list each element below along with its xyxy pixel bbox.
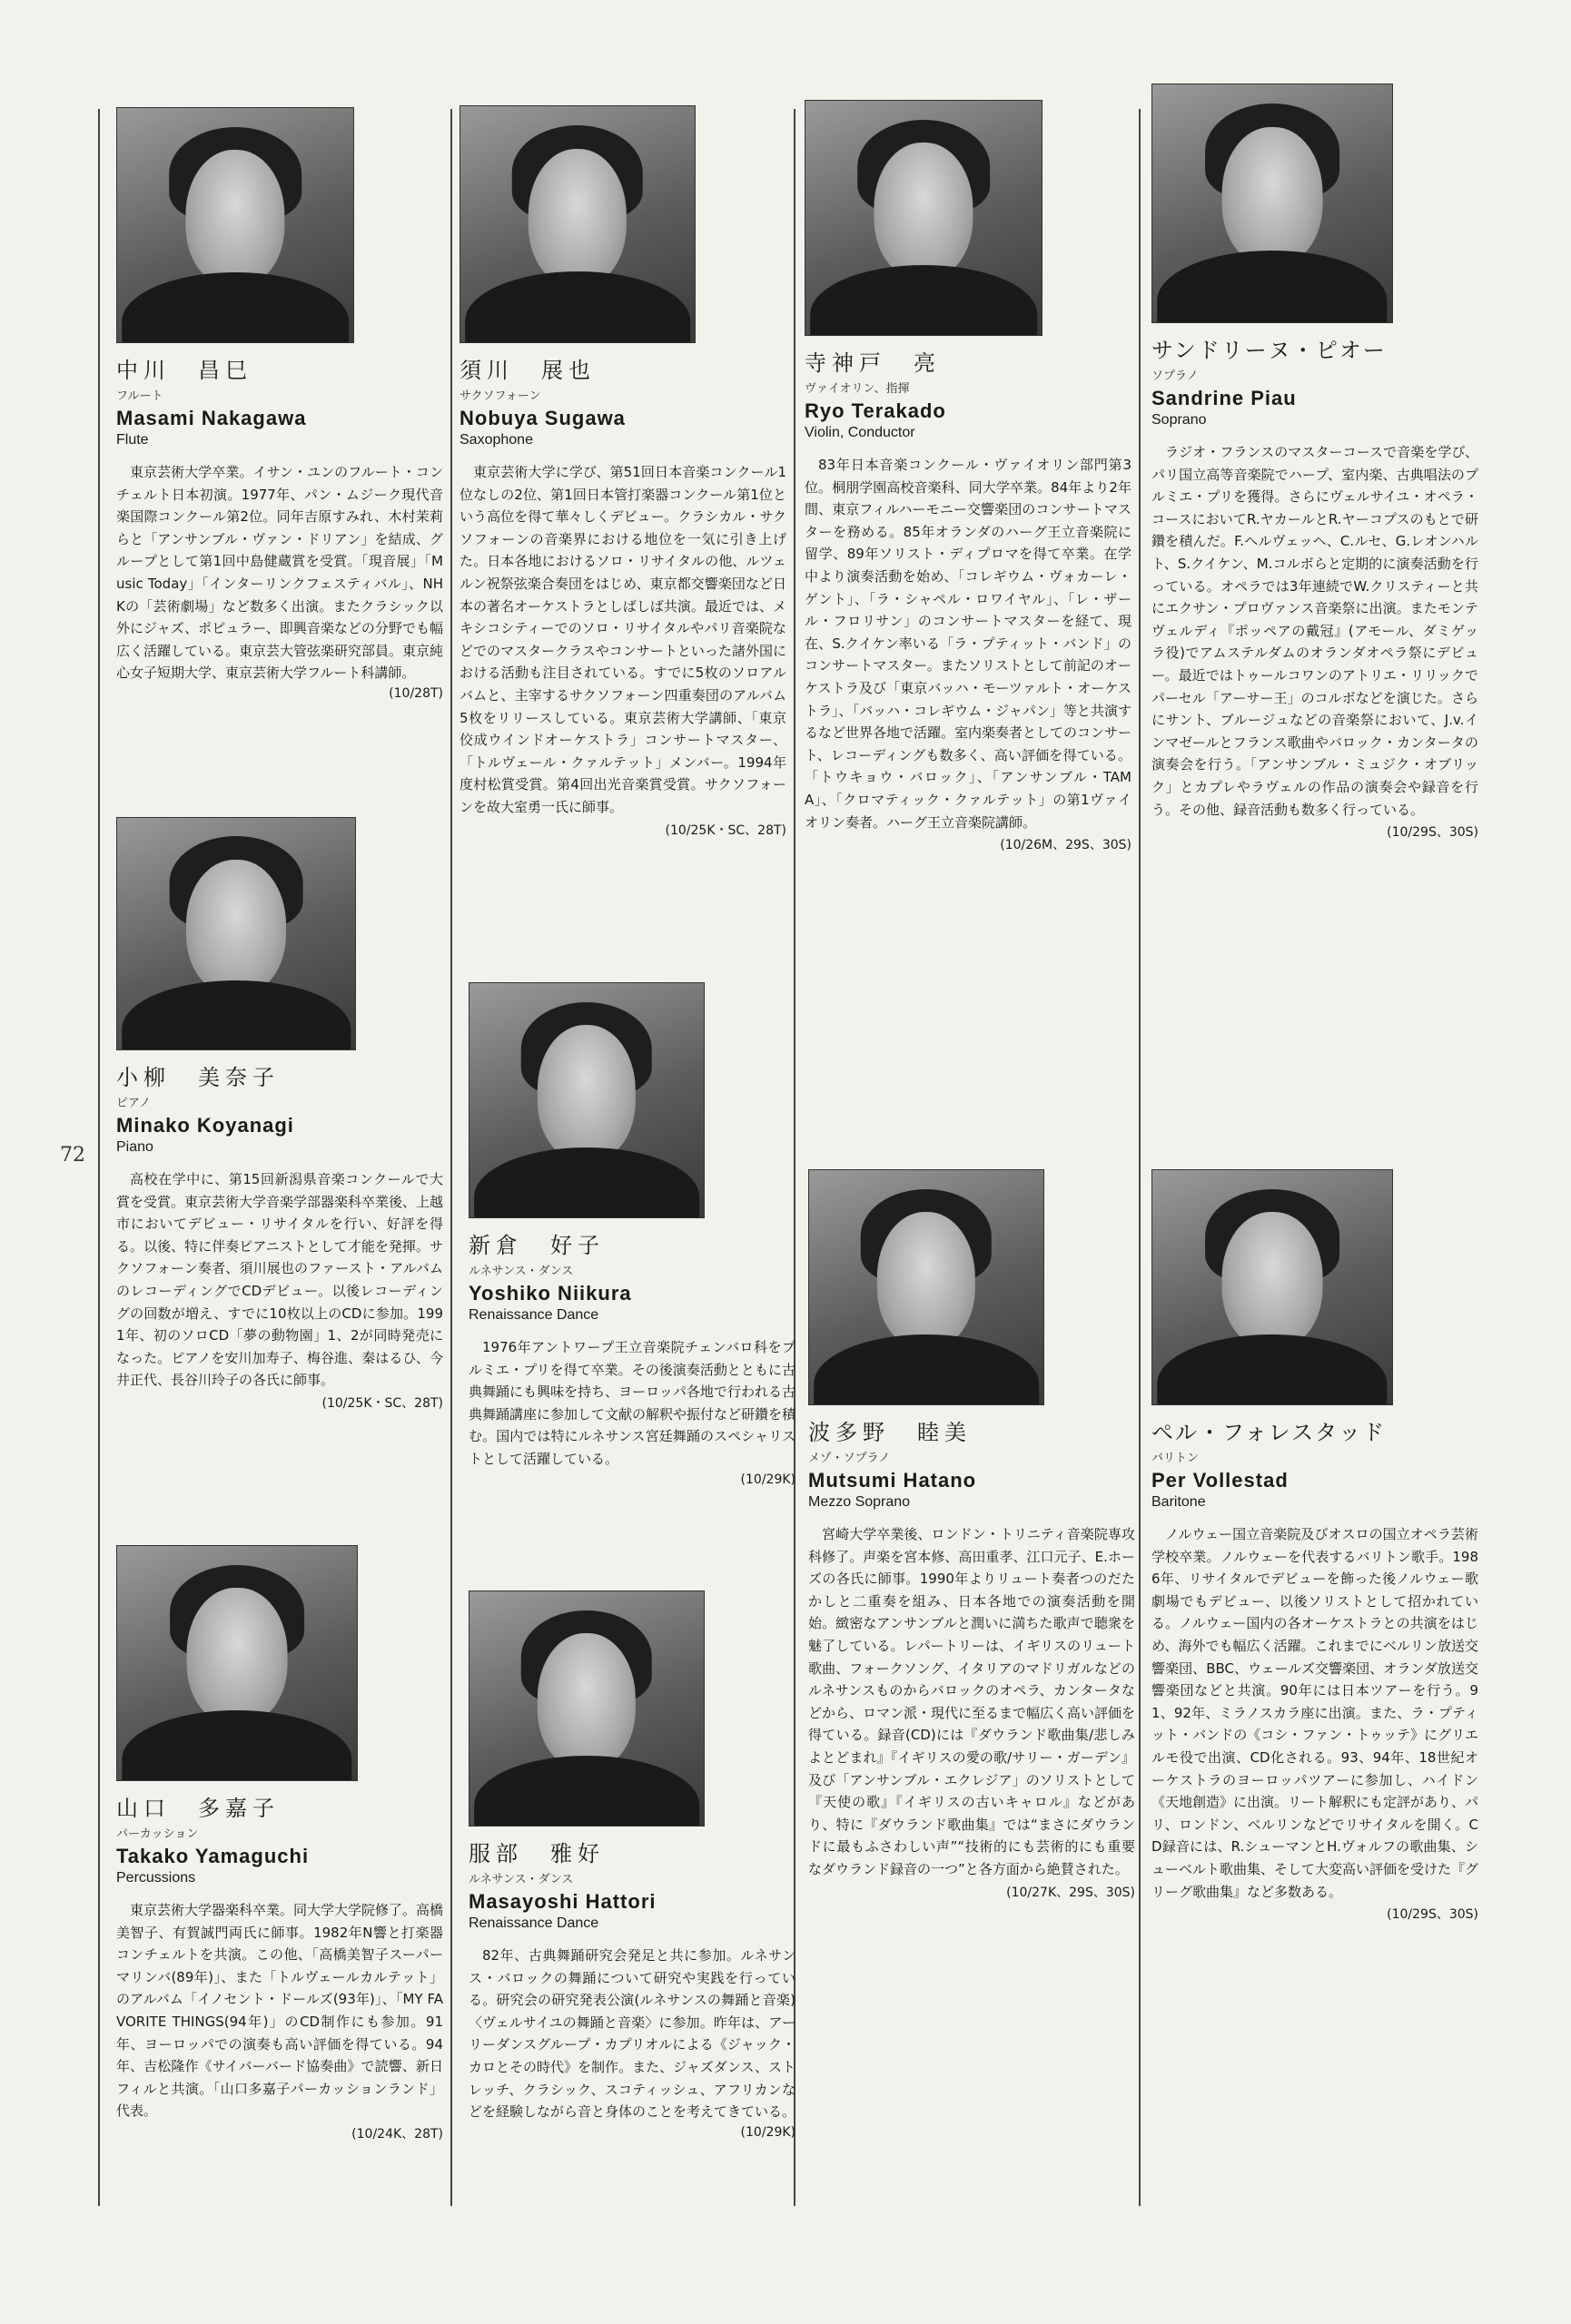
artist-name-en: Nobuya Sugawa	[459, 407, 626, 429]
artist-yamaguchi	[116, 1545, 443, 2142]
artist-name-en: Mutsumi Hatano	[808, 1469, 977, 1492]
performance-dates: (10/28T)	[389, 685, 443, 701]
artist-role-en: Violin, Conductor	[805, 425, 915, 440]
column-divider	[1139, 109, 1141, 2206]
artist-vollestad	[1151, 1169, 1478, 1923]
column-divider	[450, 109, 452, 2206]
artist-role-en: Flute	[116, 432, 149, 448]
performance-dates: (10/29S、30S)	[1387, 1907, 1478, 1923]
artist-photo	[1151, 84, 1393, 323]
artist-role-jp: ソプラノ	[1151, 369, 1199, 383]
artist-sugawa	[459, 105, 786, 839]
artist-photo	[469, 1590, 705, 1827]
artist-photo	[808, 1169, 1044, 1405]
artist-role-jp: ルネサンス・ダンス	[469, 1873, 574, 1886]
artist-photo	[116, 1545, 358, 1781]
performance-dates: (10/24K、28T)	[351, 2126, 443, 2142]
artist-role-jp: ヴァイオリン、指揮	[805, 382, 910, 396]
artist-photo	[116, 107, 354, 343]
artist-role-en: Baritone	[1151, 1494, 1206, 1510]
artist-hatano	[808, 1169, 1135, 1901]
artist-name-jp: ペル・フォレスタッド	[1151, 1420, 1387, 1445]
artist-photo	[1151, 1169, 1393, 1405]
artist-role-en: Piano	[116, 1139, 153, 1155]
artist-role-jp: サクソフォーン	[459, 389, 541, 403]
artist-name-jp: サンドリーヌ・ピオー	[1151, 338, 1387, 363]
performance-dates: (10/25K・SC、28T)	[321, 1395, 443, 1411]
artist-name-jp: 須川 展也	[459, 358, 596, 383]
artist-role-en: Saxophone	[459, 432, 533, 448]
artist-photo	[469, 982, 705, 1218]
artist-piau	[1151, 84, 1478, 841]
column-divider	[98, 109, 100, 2206]
artist-role-jp: ルネサンス・ダンス	[469, 1265, 574, 1278]
performance-dates: (10/27K、29S、30S)	[1006, 1885, 1135, 1900]
artist-role-en: Soprano	[1151, 412, 1207, 428]
artist-nakagawa	[116, 107, 443, 701]
artist-name-en: Per Vollestad	[1151, 1469, 1289, 1492]
artist-photo	[116, 817, 356, 1050]
artist-bio: 1976年アントワープ王立音楽院チェンバロ科をプルミエ・プリを得て卒業。その後演奏活動とともに古典舞踊にも興味を持ち、ヨーロッパ各地で行われる古典舞踊講座に参加して文献の解釈や振付など研鑽を積む。国内では特にルネサンス宮廷舞踊のスペシャリストとして活躍している。	[469, 1339, 796, 1467]
artist-hattori	[469, 1590, 795, 2140]
performance-dates: (10/29K)	[740, 2124, 795, 2140]
artist-role-en: Renaissance Dance	[469, 1307, 599, 1323]
performance-dates: (10/29K)	[740, 1472, 795, 1487]
artist-role-jp: ピアノ	[116, 1097, 151, 1110]
artist-photo	[805, 100, 1042, 336]
artist-role-en: Percussions	[116, 1870, 196, 1886]
artist-name-en: Takako Yamaguchi	[116, 1845, 310, 1867]
artist-name-jp: 服部 雅好	[469, 1841, 605, 1866]
artist-bio: ノルウェー国立音楽院及びオスロの国立オペラ芸術学校卒業。ノルウェーを代表するバリトン歌手。1986年、リサイタルでデビューを飾った後ノルウェー歌劇場でもデビュー、以後ソリストとして招かれている。ノルウェー国内の各オーケストラとの共演をはじめ、海外でも幅広く活躍。これまでにベルリン放送交響楽団、BBC、ウェールズ交響楽団、オランダ放送交響楽団などと共演。90年には日本ツアーを行う。91、92年、ミラノスカラ座に出演。また、ラ・プティット・バンドの《コシ・ファン・トゥッテ》にグリエルモ役で出演、CD化される。93、94年、18世紀オーケストラのヨーロッパツアーに参加し、ハイドン《天地創造》に出演。リート解釈にも定評があり、パリ、ロンドン、ベルリンなどでリサイタルを開く。CD録音には、R.シューマンとH.ヴォルフの歌曲集、シューベルト歌曲集、そして大変高い評価を受けた『グリーグ歌曲集』など多数ある。	[1151, 1526, 1479, 1900]
performance-dates: (10/26M、29S、30S)	[1000, 838, 1131, 853]
artist-terakado	[805, 100, 1131, 853]
artist-role-en: Renaissance Dance	[469, 1915, 599, 1931]
artist-name-jp: 波多野 睦美	[808, 1420, 972, 1445]
artist-role-jp: フルート	[116, 389, 163, 403]
artist-photo	[459, 105, 696, 343]
artist-name-en: Masayoshi Hattori	[469, 1890, 657, 1913]
artist-bio: 東京芸術大学に学び、第51回日本音楽コンクール1位なしの2位、第1回日本管打楽器コンクール第1位という高位を得て華々しくデビュー。クラシカル・サクソフォーンの音楽界における地位を一気に引き上げた。日本各地におけるソロ・リサイタルの他、ルツェルン祝祭弦楽合奏団をはじめ、東京都交響楽団など日本の著名オーケストラとしばしば共演。最近では、メキシコシティーでのソロ・リサイタルやパリ音楽院などでのマスタークラスやコンサートといった諸外国における活動も注目されている。すでに5枚のソロアルバムと、主宰するサクソフォーン四重奏団のアルバム5枚をリリースしている。東京芸術大学講師、「東京佼成ウインドオーケストラ」コンサートマスター、「トルヴェール・クァルテット」メンバー。1994年度村松賞受賞。第4回出光音楽賞受賞。サクソフォーンを故大室勇一氏に師事。	[459, 464, 786, 815]
artist-name-en: Ryo Terakado	[805, 399, 946, 422]
artist-name-jp: 寺神戸 亮	[805, 350, 941, 376]
performance-dates: (10/25K・SC、28T)	[665, 822, 786, 838]
artist-bio: 83年日本音楽コンクール・ヴァイオリン部門第3位。桐朋学園高校音楽科、同大学卒業。84年より2年間、東京フィルハーモニー交響楽団のコンサートマスターを務める。85年オランダのハーグ王立音楽院に留学、89年ソリスト・ディプロマを得て卒業。在学中より演奏活動を始め、「コレギウム・ヴォカーレ・ゲント」、「ラ・シャペル・ロワイヤル」、「レ・ザール・フロリサン」のコンサートマスターを経て、現在、S.クイケン率いる「ラ・プティット・バンド」のコンサートマスター。またソリストとして前記のオーケストラ及び「東京バッハ・モーツァルト・オーケストラ」、「バッハ・コレギウム・ジャパン」等と共演するなど世界各地で活躍。室内楽奏者としてのコンサート、レコーディングも数多く、高い評価を得ている。「トウキョウ・バロック」、「アンサンブル・TAMA」、「クロマティック・クァルテット」の第1ヴァイオリン奏者。ハーグ王立音楽院講師。	[805, 457, 1132, 831]
artist-role-jp: バリトン	[1151, 1452, 1200, 1465]
artist-bio: 高校在学中に、第15回新潟県音楽コンクールで大賞を受賞。東京芸術大学音楽学部器楽科卒業後、上越市においてデビュー・リサイタルを行い、好評を得る。以後、特に伴奏ピアニストとして才能を発揮。サクソフォーン奏者、須川展也のファースト・アルバムのレコーディングでCDデビュー。以後レコーディングの回数が増え、すでに10枚以上のCDに参加。1991年、初のソロCD「夢の動物園」1、2が同時発売になった。ピアノを安川加寿子、梅谷進、秦はるひ、今井正代、長谷川玲子の各氏に師事。	[116, 1171, 444, 1389]
artist-name-en: Sandrine Piau	[1151, 387, 1297, 409]
artist-bio: 82年、古典舞踊研究会発足と共に参加。ルネサンス・バロックの舞踊について研究や実践を行っている。研究会の研究発表公演(ルネサンスの舞踊と音楽)〈ヴェルサイユの舞踊と音楽〉に参加。昨年は、アーリーダンスグループ・カプリオルによる《ジャック・カロとその時代》を制作。また、ジャズダンス、ストレッチ、クラシック、スコティッシュ、アフリカンなどを経験しながら音と身体のことを考えてきている。	[469, 1947, 796, 2121]
artist-name-en: Masami Nakagawa	[116, 407, 307, 429]
artist-name-en: Minako Koyanagi	[116, 1114, 294, 1137]
artist-name-en: Yoshiko Niikura	[469, 1282, 632, 1305]
artist-role-jp: メゾ・ソプラノ	[808, 1452, 891, 1465]
performance-dates: (10/29S、30S)	[1387, 825, 1478, 841]
artist-bio: 東京芸術大学器楽科卒業。同大学大学院修了。高橋美智子、有賀誠門両氏に師事。1982年N響と打楽器コンチェルトを共演。この他、「高橋美智子スーパーマリンバ(89年)」、また「トルヴェールカルテット」のアルバム「イノセント・ドールズ(93年)」、「MY FAVORITE THINGS(94年)」のCD制作にも参加。91年、ヨーロッパでの演奏も高い評価を得ている。94年、吉松隆作《サイバーバード協奏曲》で読響、新日フィルと共演。「山口多嘉子パーカッションランド」代表。	[116, 1902, 444, 2120]
artist-bio: ラジオ・フランスのマスターコースで音楽を学び、パリ国立高等音楽院でハープ、室内楽、古典唱法のプルミエ・プリを獲得。さらにヴェルサイユ・オペラ・コースにおいてR.ヤカールとR.ヤーコプスのもとで研鑽を積んだ。F.ヘルヴェッヘ、C.ルセ、G.レオンハルト、S.クイケン、M.コルボらと定期的に演奏活動を行っている。オペラでは3年連続でW.クリスティーと共にエクサン・プロヴァンス音楽祭に出演。またモンテヴェルディ『ポッペアの戴冠』(アモール、ダミゲッラ役)でアムステルダムのオランダオペラ祭にデビュー。最近ではトゥールコワンのアトリエ・リリックでパーセル「アーサー王」のコルボなどを演じた。さらにサント、ブルージュなどの音楽祭において、J.v.インマゼールとフランス歌曲やバロック・カンタータの演奏会を行う。「アンサンブル・ミュジク・オブリック」とカプレやラヴェルの作品の演奏会や録音を行う。その他、録音活動も数多く行っている。	[1151, 444, 1478, 818]
artist-bio: 宮崎大学卒業後、ロンドン・トリニティ音楽院専攻科修了。声楽を宮本修、高田重孝、江口元子、E.ホーズの各氏に師事。1990年よりリュート奏者つのだたかしと二重奏を組み、日本各地での演奏活動を開始。緻密なアンサンブルと潤いに満ちた歌声で聴衆を魅了している。レパートリーは、イギリスのリュート歌曲、フォークソング、イタリアのマドリガルなどのルネサンスものからバロックのオペラ、カンタータなどから、ロマン派・現代に至るまで幅広く高い評価を得ている。録音(CD)には『ダウランド歌曲集/悲しみよとどまれ』『イギリスの愛の歌/サリー・ガーデン』及び「アンサンブル・エクレジア」のソリストとして『天使の歌』『イギリスの古いキャロル』などがあり、特に『ダウランド歌曲集』では“まさにダウランドに最もふさわしい声”“技術的にも芸術的にも重要なダウランド録音の一つ”と各方面から絶賛された。	[808, 1526, 1136, 1877]
artist-bio: 東京芸術大学卒業。イサン・ユンのフルート・コンチェルト日本初演。1977年、パン・ムジーク現代音楽国際コンクール第2位。同年吉原すみれ、木村茉莉らと「アンサンブル・ヴァン・ドリアン」を結成、グループとして第1回中島健蔵賞を受賞。「現音展」「Music Today」「インターリンクフェスティバル」、NHKの「芸術劇場」など数多く出演。またクラシック以外にジャズ、ポピュラー、即興音楽などの分野でも幅広く活躍している。東京芸大管弦楽研究部員。東京純心女子短期大学、東京芸術大学フルート科講師。	[116, 464, 444, 682]
artist-name-jp: 中川 昌巳	[116, 358, 252, 383]
artist-name-jp: 山口 多嘉子	[116, 1796, 280, 1821]
artist-role-jp: パーカッション	[116, 1827, 199, 1841]
page-number: 72	[60, 1144, 85, 1167]
artist-koyanagi	[116, 817, 443, 1412]
artist-niikura	[469, 982, 795, 1487]
artist-name-jp: 小柳 美奈子	[116, 1065, 280, 1090]
artist-role-en: Mezzo Soprano	[808, 1494, 911, 1510]
artist-name-jp: 新倉 好子	[469, 1233, 605, 1258]
